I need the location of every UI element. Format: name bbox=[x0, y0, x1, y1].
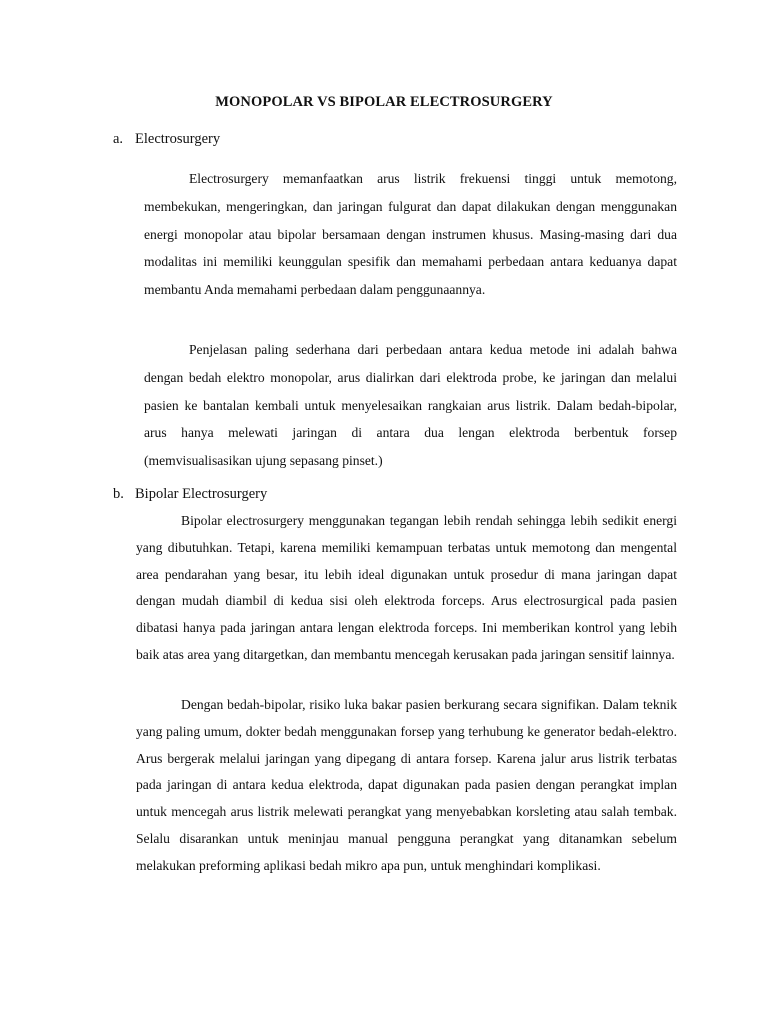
section-a-paragraph-1: Electrosurgery memanfaatkan arus listrik frekuensi tinggi untuk memotong, membekukan, mengeringkan, dan jaringan fulgurat dan dapat dilakukan dengan menggunakan energi monopolar atau bipolar bersamaan dengan instrumen khusus. Masing-masing dari dua modalitas ini memiliki keunggulan spesifik dan memahami perbedaan antara keduanya dapat membantu Anda memahami perbedaan dalam penggunaannya. bbox=[144, 171, 677, 298]
document-title: MONOPOLAR VS BIPOLAR ELECTROSURGERY bbox=[215, 94, 553, 110]
section-a-marker: a. bbox=[113, 131, 124, 147]
section-a-paragraph-2: Penjelasan paling sederhana dari perbedaan antara kedua metode ini adalah bahwa dengan bedah elektro monopolar, arus dialirkan dari elektroda probe, ke jaringan dan melalui pasien ke bantalan kembali untuk menyelesaikan rangkaian arus listrik. Dalam bedah-bipolar, arus hanya melewati jaringan di antara dua lengan elektroda berbentuk forsep (memvisualisasikan ujung sepasang pinset.) bbox=[144, 342, 677, 469]
section-b-title: Bipolar Electrosurgery bbox=[135, 486, 268, 502]
section-b-paragraph-2: Dengan bedah-bipolar, risiko luka bakar pasien berkurang secara signifikan. Dalam teknik yang paling umum, dokter bedah menggunakan forsep yang terhubung ke generator bedah-elektro. Arus bergerak melalui jaringan yang dipegang di antara forsep. Karena jalur arus listrik terbatas pada jaringan di antara kedua elektroda, dapat digunakan pada pasien dengan perangkat implan untuk mencegah arus listrik melewati perangkat yang menyebabkan korsleting atau salah tembak. Selalu disarankan untuk meninjau manual pengguna perangkat yang ditanamkan sebelum melakukan preforming aplikasi bedah mikro apa pun, untuk menghindari komplikasi. bbox=[136, 697, 677, 873]
section-b-paragraph-1: Bipolar electrosurgery menggunakan tegangan lebih rendah sehingga lebih sedikit energi yang dibutuhkan. Tetapi, karena memiliki kemampuan terbatas untuk memotong dan mengental area pendarahan yang besar, itu lebih ideal digunakan untuk prosedur di mana jaringan dapat dengan mudah diambil di kedua sisi oleh elektroda forceps. Arus electrosurgical pada pasien dibatasi hanya pada jaringan antara lengan elektroda forceps. Ini memberikan kontrol yang lebih baik atas area yang ditargetkan, dan membantu mencegah kerusakan pada jaringan sensitif lainnya. bbox=[136, 513, 677, 662]
section-a-title: Electrosurgery bbox=[135, 131, 221, 147]
section-b-marker: b. bbox=[113, 486, 124, 502]
